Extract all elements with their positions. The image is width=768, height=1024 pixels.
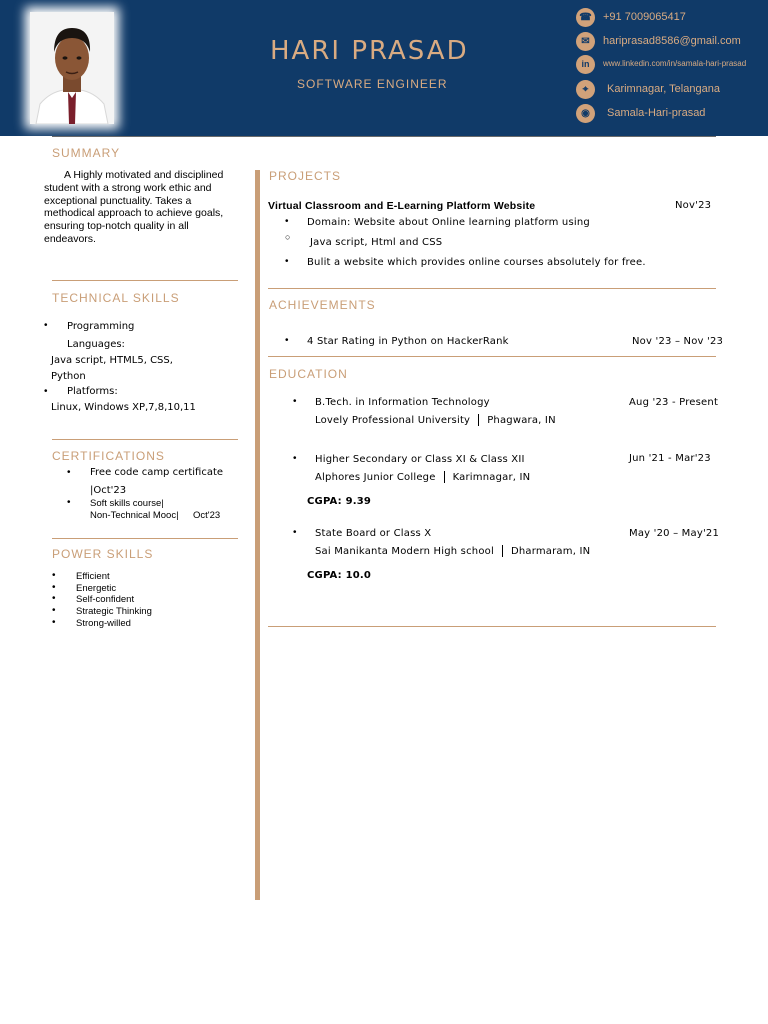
summary-divider [52, 280, 238, 281]
bullet-icon: • [44, 320, 48, 331]
candidate-name: HARI PRASAD [270, 36, 469, 66]
certification-2-line2: Non-Technical Mooc| [90, 510, 179, 521]
project-sub-bullet: Java script, Html and CSS [310, 237, 443, 248]
education-3-place: Dharmaram, IN [510, 546, 591, 557]
bullet-icon: • [285, 256, 289, 267]
education-2-school-line [315, 471, 530, 483]
bullet-icon: • [293, 527, 297, 538]
power-skill-item: Self-confident [76, 594, 135, 605]
programming-label: Programming [67, 321, 135, 332]
bullet-icon: • [285, 216, 289, 227]
technical-skills-heading: TECHNICAL SKILLS [52, 291, 180, 305]
contact-github[interactable] [576, 103, 705, 123]
contact-phone [576, 7, 686, 27]
certification-2-line1: Soft skills course| [90, 498, 164, 509]
certifications-heading: CERTIFICATIONS [52, 449, 165, 463]
location-text: Karimnagar, Telangana [607, 83, 720, 95]
linkedin-icon: in [576, 55, 595, 74]
education-3-date: May '20 – May'21 [629, 528, 720, 539]
achievement-item: 4 Star Rating in Python on HackerRank [307, 336, 509, 347]
contact-location [576, 79, 720, 99]
education-1-degree: B.Tech. in Information Technology [315, 397, 490, 408]
email-icon: ✉ [576, 32, 595, 51]
summary-body: A Highly motivated and disciplined student with a strong work ethic and exceptional punctuality. Takes a methodical approach to achieve goals, ensuring top-notch quality in all endeavors. [44, 169, 224, 245]
achievements-heading: ACHIEVEMENTS [269, 298, 376, 312]
education-3-school-line [315, 545, 590, 557]
projects-heading: PROJECTS [269, 169, 342, 183]
summary-text [44, 169, 240, 246]
achievement-date: Nov '23 – Nov '23 [632, 336, 724, 347]
education-1-date: Aug '23 - Present [629, 397, 719, 408]
languages-label: Languages: [67, 339, 125, 350]
bullet-icon: • [52, 617, 56, 628]
languages-value-2: Python [51, 371, 86, 382]
pipe-separator [478, 414, 479, 426]
circle-bullet-icon: ○ [285, 232, 291, 242]
achievements-divider [268, 356, 716, 357]
pipe-separator [444, 471, 445, 483]
projects-divider [268, 288, 716, 289]
power-skills-heading: POWER SKILLS [52, 547, 154, 561]
location-icon: ⌖ [576, 80, 595, 99]
platforms-value: Linux, Windows XP,7,8,10,11 [51, 402, 196, 413]
bullet-icon: • [52, 593, 56, 604]
contact-email[interactable] [576, 31, 741, 51]
bullet-icon: • [52, 570, 56, 581]
education-1-school: Lovely Professional University [315, 415, 471, 426]
profile-photo [30, 12, 114, 124]
bullet-icon: • [67, 497, 71, 508]
education-1-place: Phagwara, IN [487, 415, 556, 426]
bullet-icon: • [293, 453, 297, 464]
power-skill-item: Strong-willed [76, 618, 131, 629]
linkedin-text[interactable]: www.linkedin.com/in/samala-hari-prasad [603, 59, 747, 68]
education-3-school: Sai Manikanta Modern High school [315, 546, 494, 557]
power-skill-item: Strategic Thinking [76, 606, 152, 617]
pipe-separator [502, 545, 503, 557]
header-divider [52, 136, 716, 137]
education-heading: EDUCATION [269, 367, 348, 381]
skills-divider [52, 439, 238, 440]
power-skill-item: Energetic [76, 583, 117, 594]
github-text[interactable]: Samala-Hari-prasad [607, 107, 706, 119]
bullet-icon: • [52, 605, 56, 616]
bullet-icon: • [52, 582, 56, 593]
project-date: Nov'23 [675, 200, 712, 211]
candidate-title: SOFTWARE ENGINEER [297, 77, 448, 91]
bullet-icon: • [44, 386, 48, 397]
project-title: Virtual Classroom and E-Learning Platform Website [268, 200, 536, 212]
education-2-place: Karimnagar, IN [452, 472, 531, 483]
certification-2-date: Oct'23 [193, 510, 221, 521]
bullet-icon: • [293, 396, 297, 407]
languages-value-1: Java script, HTML5, CSS, [51, 355, 173, 366]
education-2-cgpa: CGPA: 9.39 [307, 496, 372, 507]
education-2-degree: Higher Secondary or Class XI & Class XII [315, 454, 525, 465]
contact-linkedin[interactable] [576, 54, 763, 74]
github-icon: ◉ [576, 104, 595, 123]
bullet-icon: • [67, 467, 71, 478]
project-bullet-1: Domain: Website about Online learning platform using [307, 217, 590, 228]
certification-1-line1: Free code camp certificate [90, 467, 224, 478]
certifications-divider [52, 538, 238, 539]
education-2-school: Alphores Junior College [315, 472, 436, 483]
platforms-label: Platforms: [67, 386, 118, 397]
phone-icon: ☎ [576, 8, 595, 27]
resume-header [0, 0, 768, 136]
education-3-degree: State Board or Class X [315, 528, 432, 539]
profile-photo-image [30, 12, 114, 124]
column-divider-bar [255, 170, 260, 900]
education-2-date: Jun '21 - Mar'23 [629, 453, 711, 464]
education-3-cgpa: CGPA: 10.0 [307, 570, 372, 581]
education-divider [268, 626, 716, 627]
project-bullet-2: Bulit a website which provides online courses absolutely for free. [307, 257, 646, 268]
certification-1-line2: |Oct'23 [90, 485, 127, 496]
bullet-icon: • [285, 335, 289, 346]
education-1-school-line [315, 414, 556, 426]
email-text[interactable]: hariprasad8586@gmail.com [603, 35, 741, 47]
summary-heading: SUMMARY [52, 146, 121, 160]
phone-text: +91 7009065417 [603, 11, 686, 23]
power-skill-item: Efficient [76, 571, 110, 582]
